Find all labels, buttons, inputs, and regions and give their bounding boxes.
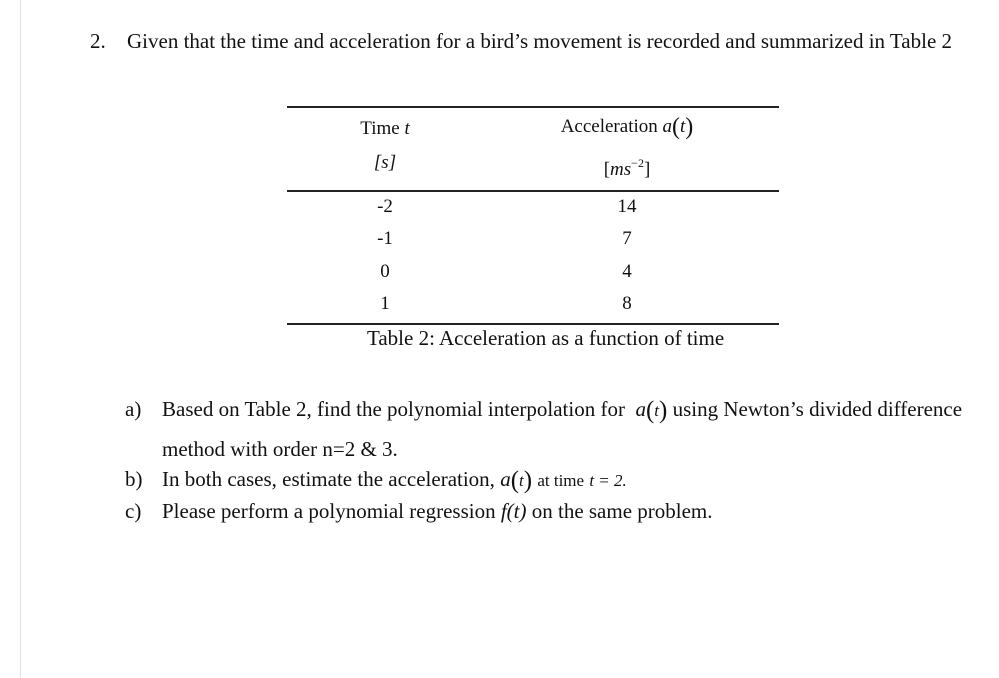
col1-header: Time t	[360, 118, 410, 139]
time-cell: 1	[380, 293, 390, 314]
part-c-label: c)	[125, 499, 142, 523]
acceleration-table	[287, 106, 779, 362]
accel-cell: 4	[622, 261, 632, 282]
table-caption: Table 2: Acceleration as a function of time	[367, 326, 725, 350]
accel-cell: 7	[622, 228, 632, 249]
time-cell: 0	[380, 261, 390, 282]
part-c-body: Please perform a polynomial regression f(t) on the same problem.	[162, 499, 713, 523]
part-a-body: Based on Table 2, find the polynomial interpolation for a(t) using Newton’s divided difference method with order n=2 & 3.	[162, 397, 963, 461]
question-text: Given that the time and acceleration for a bird’s movement is recorded and summarized in Table 2	[127, 29, 953, 53]
col1-unit: [s]	[373, 152, 397, 173]
table-bottom-rule	[287, 323, 779, 325]
time-cell: -2	[377, 196, 393, 217]
part-b-label: b)	[125, 467, 143, 491]
col2-header: Acceleration a(t)	[560, 114, 694, 140]
part-b-body: In both cases, estimate the acceleration, a(t) at time t = 2.	[162, 467, 627, 494]
table-top-rule	[287, 106, 779, 108]
table-header-rule	[287, 190, 779, 192]
page-edge-rule	[20, 0, 21, 678]
accel-cell: 14	[617, 196, 637, 217]
col2-unit: $[ms^{-2}]$	[603, 156, 651, 180]
part-a-label: a)	[125, 397, 142, 421]
accel-cell: 8	[622, 293, 632, 314]
time-cell: -1	[377, 228, 393, 249]
question-number: 2.	[90, 29, 106, 53]
